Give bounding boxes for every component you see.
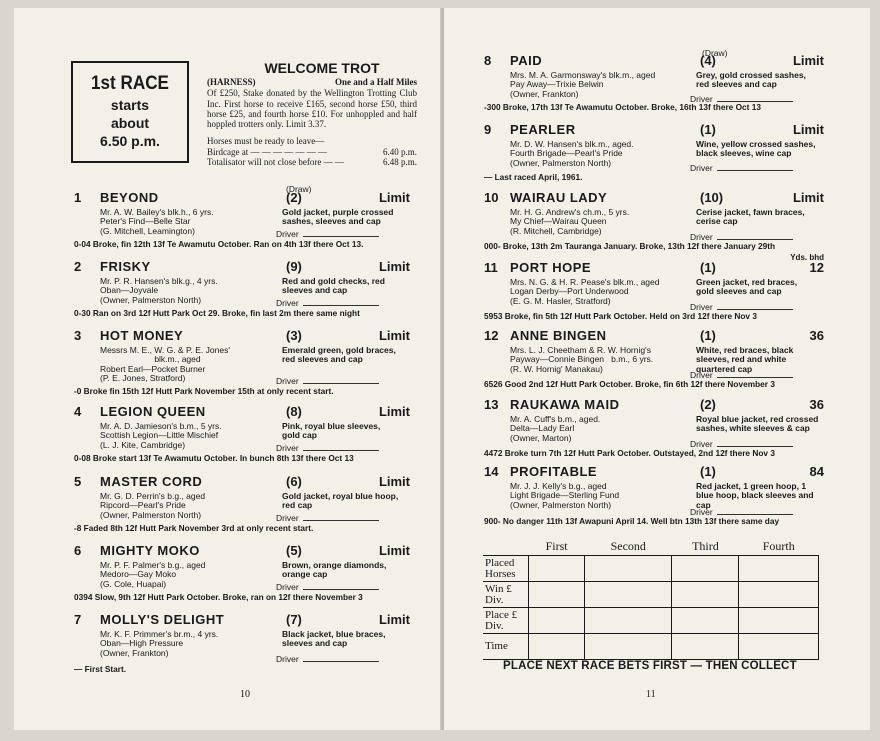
driver-field: [276, 299, 379, 308]
driver-label: Driver: [276, 376, 299, 386]
draw-position: (1): [700, 464, 716, 479]
draw-header: (Draw): [702, 48, 728, 58]
recent-form: 4472 Broke turn 7th 12f Hutt Park October. Outstayed, 2nd 12f there Nov 3: [484, 448, 775, 458]
limit-odds: 36: [809, 328, 824, 343]
horse-name: RAUKAWA MAID: [510, 397, 620, 412]
entry-number: 11: [484, 260, 498, 275]
driver-entry-line[interactable]: [303, 655, 379, 662]
owner-details: Mr. J. J. Kelly's b.g., aged Light Brigade—Sterling Fund (Owner, Palmerston North): [510, 481, 620, 510]
results-header-row: [483, 537, 819, 556]
column-second: Second: [585, 537, 672, 556]
driver-field: [276, 514, 379, 523]
race-start-time: 6.50 p.m.: [100, 133, 160, 149]
racing-colours: White, red braces, black sleeves, red and white quartered cap: [696, 345, 794, 374]
horse-name: MIGHTY MOKO: [100, 543, 200, 558]
draw-position: (6): [286, 474, 302, 489]
draw-position: (8): [286, 404, 302, 419]
driver-entry-line[interactable]: [717, 233, 793, 240]
results-cell[interactable]: [739, 582, 819, 608]
draw-position: (2): [700, 397, 716, 412]
results-cell[interactable]: [529, 608, 585, 634]
recent-form: -0 Broke fin 15th 12f Hutt Park November 15th at only recent start.: [74, 386, 334, 396]
entry-number: 6: [74, 543, 82, 558]
driver-entry-line[interactable]: [303, 377, 379, 384]
horse-entry: [484, 122, 824, 185]
driver-entry-line[interactable]: [717, 95, 793, 102]
driver-entry-line[interactable]: [717, 440, 793, 447]
horse-entry: [74, 474, 410, 536]
owner-details: Mr. A. D. Jamieson's b.m., 5 yrs. Scottish Legion—Little Mischief (L. J. Kite, Cambridge): [100, 421, 222, 450]
recent-form: 000- Broke, 13th 2m Tauranga January. Broke, 13th 12f there January 29th: [484, 241, 776, 251]
driver-entry-line[interactable]: [717, 303, 793, 310]
driver-entry-line[interactable]: [303, 230, 379, 237]
racing-colours: Red jacket, 1 green hoop, 1 blue hoop, black sleeves and cap: [696, 481, 814, 510]
driver-entry-line[interactable]: [717, 371, 793, 378]
owner-details: Mrs. N. G. & H. R. Pease's blk.m., aged Logan Derby—Port Underwood (E. G. M. Hasler, Stratford): [510, 277, 660, 306]
race-distance: One and a Half Miles: [334, 77, 417, 87]
driver-entry-line[interactable]: [717, 508, 793, 515]
results-cell[interactable]: [739, 608, 819, 634]
racing-colours: Gold jacket, royal blue hoop, red cap: [282, 491, 399, 511]
recent-form: 6526 Good 2nd 12f Hutt Park October. Broke, fin 6th 12f there November 3: [484, 379, 775, 389]
page-number: 10: [240, 689, 250, 700]
draw-position: (1): [700, 328, 716, 343]
row-label-time: Time: [483, 634, 529, 660]
entry-number: 8: [484, 53, 492, 68]
results-corner: [483, 537, 529, 556]
limit-odds: 12: [809, 260, 824, 275]
recent-form: -8 Faded 8th 12f Hutt Park November 3rd at only recent start.: [74, 523, 314, 533]
recent-form: 900- No danger 11th 13f Awapuni April 14. Well btn 13th 13f there same day: [484, 516, 780, 526]
results-cell[interactable]: [672, 634, 739, 660]
row-label-win: Win £ Div.: [483, 582, 529, 608]
draw-position: (3): [286, 328, 302, 343]
racing-colours: Wine, yellow crossed sashes, black sleeves, wine cap: [696, 139, 816, 159]
results-row: [483, 608, 819, 634]
results-cell[interactable]: [585, 634, 672, 660]
race-number-box: [71, 61, 189, 163]
limit-odds: Limit: [378, 612, 410, 627]
entry-number: 12: [484, 328, 499, 343]
limit-odds: 84: [809, 464, 824, 479]
driver-label: Driver: [690, 302, 713, 312]
driver-label: Driver: [276, 443, 299, 453]
recent-form: 0394 Slow, 9th 12f Hutt Park October. Broke, ran on 12f there November 3: [74, 592, 363, 602]
tote-time-row: [207, 157, 417, 167]
entry-number: 10: [484, 190, 499, 205]
results-row: [483, 582, 819, 608]
driver-field: [276, 444, 379, 453]
row-label-place: Place £ Div.: [483, 608, 529, 634]
recent-form: 0-30 Ran on 3rd 12f Hutt Park Oct 29. Broke, fin last 2m there same night: [74, 308, 360, 318]
results-cell[interactable]: [585, 582, 672, 608]
racing-colours: Green jacket, red braces, gold sleeves and cap: [696, 277, 798, 297]
horse-name: PEARLER: [510, 122, 576, 137]
limit-odds: Limit: [378, 543, 410, 558]
draw-header: (Draw): [286, 184, 312, 194]
horse-name: WAIRAU LADY: [510, 190, 608, 205]
driver-label: Driver: [690, 507, 713, 517]
racing-colours: Emerald green, gold braces, red sleeves and cap: [282, 345, 396, 365]
race-title: WELCOME TROT: [264, 60, 380, 76]
limit-odds: Limit: [378, 190, 410, 205]
recent-form: 0-04 Broke, fin 12th 13f Te Awamutu October. Ran on 4th 13f there Oct 13.: [74, 239, 364, 249]
driver-entry-line[interactable]: [303, 444, 379, 451]
limit-odds: Limit: [792, 190, 824, 205]
tote-label: Totalisator will not close before — —: [207, 157, 344, 168]
driver-field: [276, 230, 379, 239]
owner-details: Mrs. M. A. Garmonsway's blk.m., aged Pay Away—Trixie Belwin (Owner, Frankton): [510, 70, 656, 99]
horse-name: FRISKY: [100, 259, 151, 274]
limit-odds: Limit: [792, 53, 824, 68]
owner-details: Mr. A. Cuff's b.m., aged. Delta—Lady Earl (Owner, Marton): [510, 414, 601, 443]
driver-entry-line[interactable]: [717, 164, 793, 171]
results-cell[interactable]: [585, 556, 672, 582]
horse-name: PAID: [510, 53, 543, 68]
driver-label: Driver: [690, 370, 713, 380]
owner-details: Mr. G. D. Perrin's b.g., aged Ripcord—Pearl's Pride (Owner, Palmerston North): [100, 491, 206, 520]
results-table: [483, 537, 819, 660]
recent-form: 0-08 Broke start 13f Te Awamutu October. In bunch 8th 13f there Oct 13: [74, 453, 354, 463]
entry-number: 2: [74, 259, 82, 274]
race-type: (HARNESS): [207, 77, 256, 87]
horse-name: LEGION QUEEN: [100, 404, 206, 419]
racing-colours: Grey, gold crossed sashes, red sleeves and cap: [696, 70, 806, 90]
driver-label: Driver: [276, 513, 299, 523]
driver-label: Driver: [690, 163, 713, 173]
horse-name: BEYOND: [100, 190, 159, 205]
race-starts-label: starts: [110, 97, 150, 113]
owner-details: Mr. P. R. Hansen's blk.g., 4 yrs. Oban—Joyvale (Owner, Palmerston North): [100, 276, 218, 305]
entry-number: 14: [484, 464, 499, 479]
recent-form: — First Start.: [74, 664, 127, 674]
results-row: [483, 556, 819, 582]
recent-form: -300 Broke, 17th 13f Te Awamutu October. Broke, 16th 13f there Oct 13: [484, 102, 761, 112]
row-label-placed: Placed Horses: [483, 556, 529, 582]
racing-colours: Pink, royal blue sleeves, gold cap: [282, 421, 381, 441]
horse-entry: [484, 260, 824, 324]
racing-colours: Black jacket, blue braces, sleeves and cap: [282, 629, 386, 649]
horse-entry: [484, 190, 824, 262]
results-cell[interactable]: [529, 582, 585, 608]
recent-form: 5953 Broke, fin 5th 12f Hutt Park October. Held on 3rd 12f there Nov 3: [484, 311, 757, 321]
driver-field: [276, 583, 379, 592]
racing-colours: Royal blue jacket, red crossed sashes, white sleeves & cap: [696, 414, 819, 434]
limit-odds: Limit: [378, 404, 410, 419]
horse-name: HOT MONEY: [100, 328, 184, 343]
column-fourth: Fourth: [739, 537, 819, 556]
results-cell[interactable]: [585, 608, 672, 634]
driver-entry-line[interactable]: [303, 583, 379, 590]
ready-note: Horses must be ready to leave—: [207, 136, 325, 147]
entry-number: 5: [74, 474, 82, 489]
results-row: [483, 634, 819, 660]
draw-position: (1): [700, 260, 716, 275]
owner-details: Messrs M. E., W. G. & P. E. Jones' blk.m., aged Robert Earl—Pocket Burner (P. E. Jones, Stratford): [100, 345, 230, 384]
driver-label: Driver: [276, 298, 299, 308]
draw-position: (7): [286, 612, 302, 627]
horse-entry: [74, 259, 410, 321]
horse-name: MOLLY'S DELIGHT: [100, 612, 225, 627]
limit-odds: Limit: [792, 122, 824, 137]
birdcage-time-row: [207, 147, 417, 157]
yards-behind: Yds. bhd: [790, 253, 824, 262]
driver-label: Driver: [276, 229, 299, 239]
horse-entry: [74, 190, 410, 252]
draw-position: (4): [700, 53, 716, 68]
draw-position: (2): [286, 190, 302, 205]
horse-name: ANNE BINGEN: [510, 328, 607, 343]
race-subtitle: [207, 77, 417, 87]
results-cell[interactable]: [529, 634, 585, 660]
birdcage-label: Birdcage at — — — — — — —: [207, 146, 327, 157]
horse-entry: [484, 397, 824, 461]
driver-field: [276, 655, 379, 664]
horse-name: MASTER CORD: [100, 474, 203, 489]
owner-details: Mr. D. W. Hansen's blk.m., aged. Fourth Brigade—Pearl's Pride (Owner, Palmerston North): [510, 139, 634, 168]
driver-label: Driver: [276, 654, 299, 664]
racing-colours: Cerise jacket, fawn braces, cerise cap: [696, 207, 805, 227]
horse-entry: [484, 464, 824, 529]
horse-name: PROFITABLE: [510, 464, 598, 479]
results-cell[interactable]: [739, 634, 819, 660]
horse-entry: [74, 612, 410, 677]
owner-details: Mr. P. F. Palmer's b.g., aged Medoro—Gay Moko (G. Cole, Huapai): [100, 560, 206, 589]
entry-number: 7: [74, 612, 82, 627]
driver-label: Driver: [276, 582, 299, 592]
footer-notice: PLACE NEXT RACE BETS FIRST — THEN COLLECT: [503, 660, 797, 672]
racing-colours: Brown, orange diamonds, orange cap: [282, 560, 387, 580]
driver-label: Driver: [690, 232, 713, 242]
birdcage-time: 6.40 p.m.: [382, 146, 417, 157]
limit-odds: 36: [809, 397, 824, 412]
owner-details: Mrs. L. J. Cheetham & R. W. Hornig's Payway—Connie Bingen b.m., 6 yrs. (R. W. Hornig' Manakau): [510, 345, 654, 374]
horse-name: PORT HOPE: [510, 260, 592, 275]
racing-colours: Gold jacket, purple crossed sashes, sleeves and cap: [282, 207, 394, 227]
column-first: First: [529, 537, 585, 556]
entry-number: 4: [74, 404, 82, 419]
horse-entry: [74, 328, 410, 399]
driver-entry-line[interactable]: [303, 514, 379, 521]
owner-details: Mr. H. G. Andrew's ch.m., 5 yrs. My Chief—Wairau Queen (R. Mitchell, Cambridge): [510, 207, 630, 236]
recent-form: — Last raced April, 1961.: [484, 172, 583, 182]
race-conditions: Of £250, Stake donated by the Wellington Trotting Club Inc. First horse to receive £165, second horse £50, third horse £25, and fourth horse £10. For unhoppled and half hoppled trotters only. Limit 3.37.: [207, 88, 417, 130]
results-cell[interactable]: [672, 608, 739, 634]
tote-time: 6.48 p.m.: [382, 157, 417, 168]
race-about-label: about: [110, 115, 150, 131]
limit-odds: Limit: [378, 328, 410, 343]
limit-odds: Limit: [378, 259, 410, 274]
entry-number: 9: [484, 122, 492, 137]
results-cell[interactable]: [672, 582, 739, 608]
column-third: Third: [672, 537, 739, 556]
entry-number: 1: [74, 190, 82, 205]
horse-entry: [484, 328, 824, 392]
owner-details: Mr. K. F. Primmer's br.m., 4 yrs. Oban—High Pressure (Owner, Frankton): [100, 629, 219, 658]
limit-odds: Limit: [378, 474, 410, 489]
draw-position: (10): [700, 190, 724, 205]
race-header: [207, 60, 417, 167]
driver-field: [276, 377, 379, 386]
racing-colours: Red and gold checks, red sleeves and cap: [282, 276, 385, 296]
draw-position: (5): [286, 543, 302, 558]
horse-entry: [74, 543, 410, 605]
owner-details: Mr. A. W. Bailey's blk.h., 6 yrs. Peter's Find—Belle Star (G. Mitchell, Leamington): [100, 207, 214, 236]
driver-label: Driver: [690, 439, 713, 449]
results-cell[interactable]: [739, 556, 819, 582]
results-cell[interactable]: [529, 556, 585, 582]
draw-position: (9): [286, 259, 302, 274]
race-number: 1st RACE: [91, 73, 169, 94]
entry-number: 13: [484, 397, 499, 412]
driver-label: Driver: [690, 94, 713, 104]
draw-position: (1): [700, 122, 716, 137]
driver-field: [690, 164, 793, 173]
entry-number: 3: [74, 328, 82, 343]
driver-entry-line[interactable]: [303, 299, 379, 306]
results-cell[interactable]: [672, 556, 739, 582]
page-number: 11: [646, 689, 656, 700]
horse-entry: [74, 404, 410, 466]
